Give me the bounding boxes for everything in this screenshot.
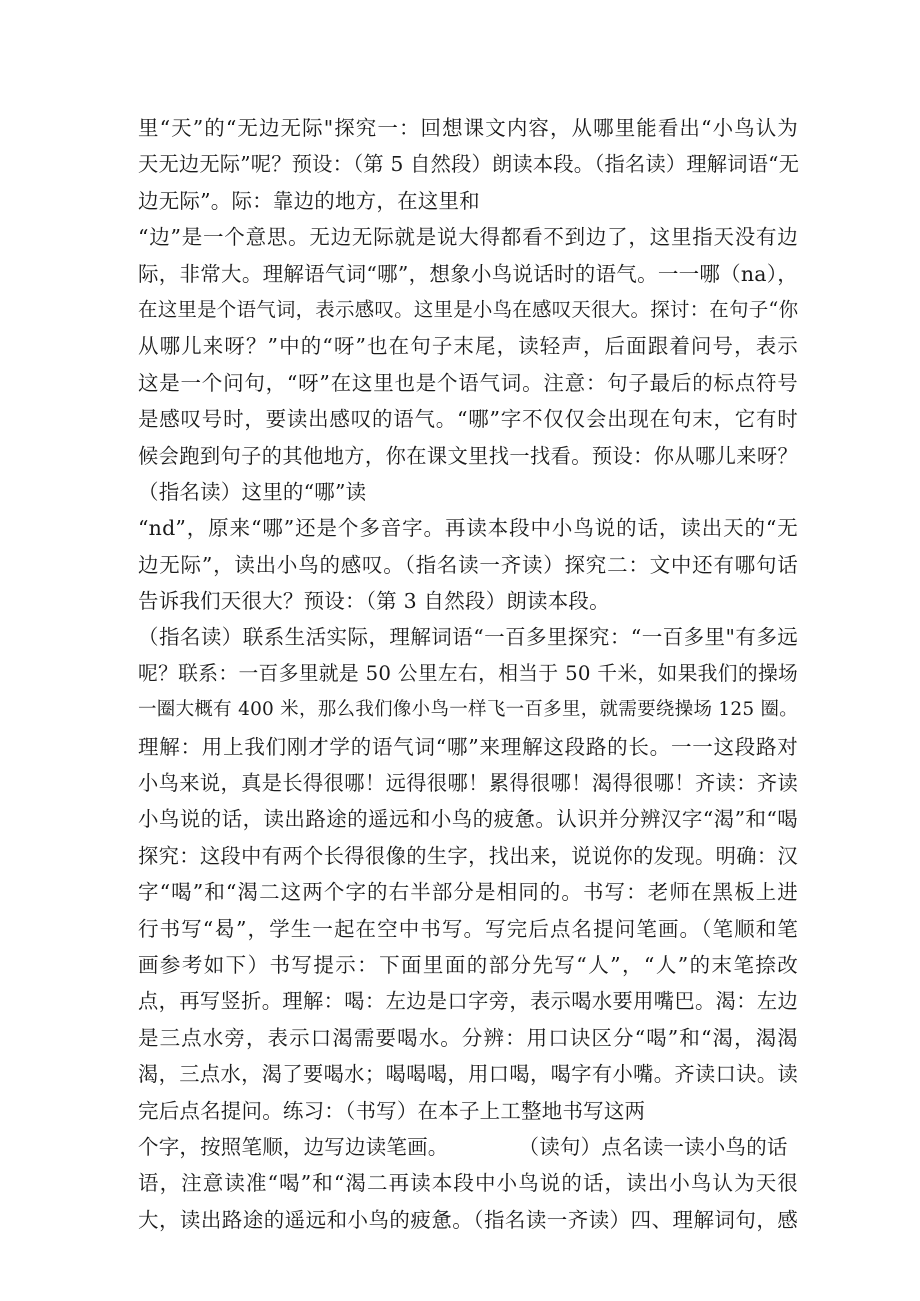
text-line-2: 天无边无际”呢？预设：（第 5 自然段）朗读本段。（指名读）理解词语“无 (138, 152, 800, 177)
text-line-21: 探究：这段中有两个长得很像的生字，找出来，说说你的发现。明确：汉 (138, 843, 798, 868)
text-line-23: 行书写“曷”，学生一起在空中书写。写完后点名提问笔画。（笔顺和笔 (138, 916, 798, 941)
text-line-6: 在这里是个语气词，表示感叹。这里是小鸟在感叹天很大。探讨：在句子“你 (138, 297, 799, 321)
text-line-28: 完后点名提问。练习：（书写）在本子上工整地书写这两 (138, 1098, 646, 1123)
text-line-22: 字“喝”和“渴二这两个字的右半部分是相同的。书写：老师在黑板上进 (138, 880, 798, 905)
text-line-12: “nd”，原来“哪”还是个多音字。再读本段中小鸟说的话，读出天的“无 (138, 516, 798, 541)
text-line-30: 语，注意读准“喝”和“渴二再读本段中小鸟说的话，读出小鸟认为天很 (138, 1171, 798, 1196)
text-line-29-main: 个字，按照笔顺，边写边读笔画。 (138, 1134, 449, 1159)
text-line-7: 从哪儿来呀？”中的“呀”也在句子末尾，读轻声，后面跟着问号，表示 (138, 334, 798, 359)
text-line-18: 理解：用上我们刚才学的语气词“哪”来理解这段路的长。一一这段路对 (138, 734, 798, 759)
text-line-9: 是感叹号时，要读出感叹的语气。“哪”字不仅仅会出现在句末，它有时 (138, 407, 798, 432)
text-line-10: 候会跑到句子的其他地方，你在课文里找一找看。预设：你从哪儿来呀？ (138, 443, 798, 468)
text-line-1: 里“天”的“无边无际"探究一：回想课文内容，从哪里能看出“小鸟认为 (138, 116, 798, 140)
text-line-11: （指名读）这里的“哪”读 (138, 479, 367, 504)
body-text (138, 110, 798, 1238)
text-line-29-tail: （读句）点名读一读小鸟的话 (518, 1134, 788, 1159)
text-line-15: （指名读）联系生活实际，理解词语“一百多里探究：“一百多里"有多远 (138, 625, 798, 650)
text-line-31: 大，读出路途的遥远和小鸟的疲惫。（指名读一齐读）四、理解词句，感 (138, 1207, 798, 1232)
text-line-20: 小鸟说的话，读出路途的遥远和小鸟的疲惫。认识并分辨汉字“渴”和“喝 (138, 807, 798, 832)
text-line-16: 呢？联系：一百多里就是 50 公里左右，相当于 50 千米，如果我们的操场 (138, 661, 798, 685)
text-line-26: 是三点水旁，表示口渴需要喝水。分辨：用口诀区分“喝”和“渴，渴渴 (138, 1025, 798, 1050)
text-line-27: 渴，三点水，渴了要喝水；喝喝喝，用口喝，喝字有小嘴。齐读口诀。读 (138, 1062, 798, 1087)
text-line-13: 边无际”，读出小鸟的感叹。（指名读一齐读）探究二：文中还有哪句话 (138, 552, 798, 577)
text-line-24: 画参考如下）书写提示：下面里面的部分先写“人”，“人”的末笔捺改 (138, 952, 798, 977)
text-line-17: 一圈大概有 400 米，那么我们像小鸟一样飞一百多里，就需要绕操场 125 圈。 (138, 699, 798, 721)
text-line-19: 小鸟来说，真是长得很哪！远得很哪！累得很哪！渴得很哪！齐读：齐读 (138, 771, 798, 796)
text-line-14: 告诉我们天很大？预设：（第 3 自然段）朗读本段。 (138, 589, 610, 614)
text-line-29 (138, 1129, 798, 1165)
text-line-4: “边”是一个意思。无边无际就是说大得都看不到边了，这里指天没有边 (138, 225, 798, 250)
text-line-3: 边无际”。际：靠边的地方，在这里和 (138, 188, 480, 213)
text-line-8: 这是一个问句，“呀”在这里也是个语气词。注意：句子最后的标点符号 (138, 370, 798, 395)
text-line-5: 际，非常大。理解语气词“哪”，想象小鸟说话时的语气。一一哪（na）， (138, 261, 798, 286)
text-line-25: 点，再写竖折。理解：喝：左边是口字旁，表示喝水要用嘴巴。渴：左边 (138, 989, 798, 1014)
